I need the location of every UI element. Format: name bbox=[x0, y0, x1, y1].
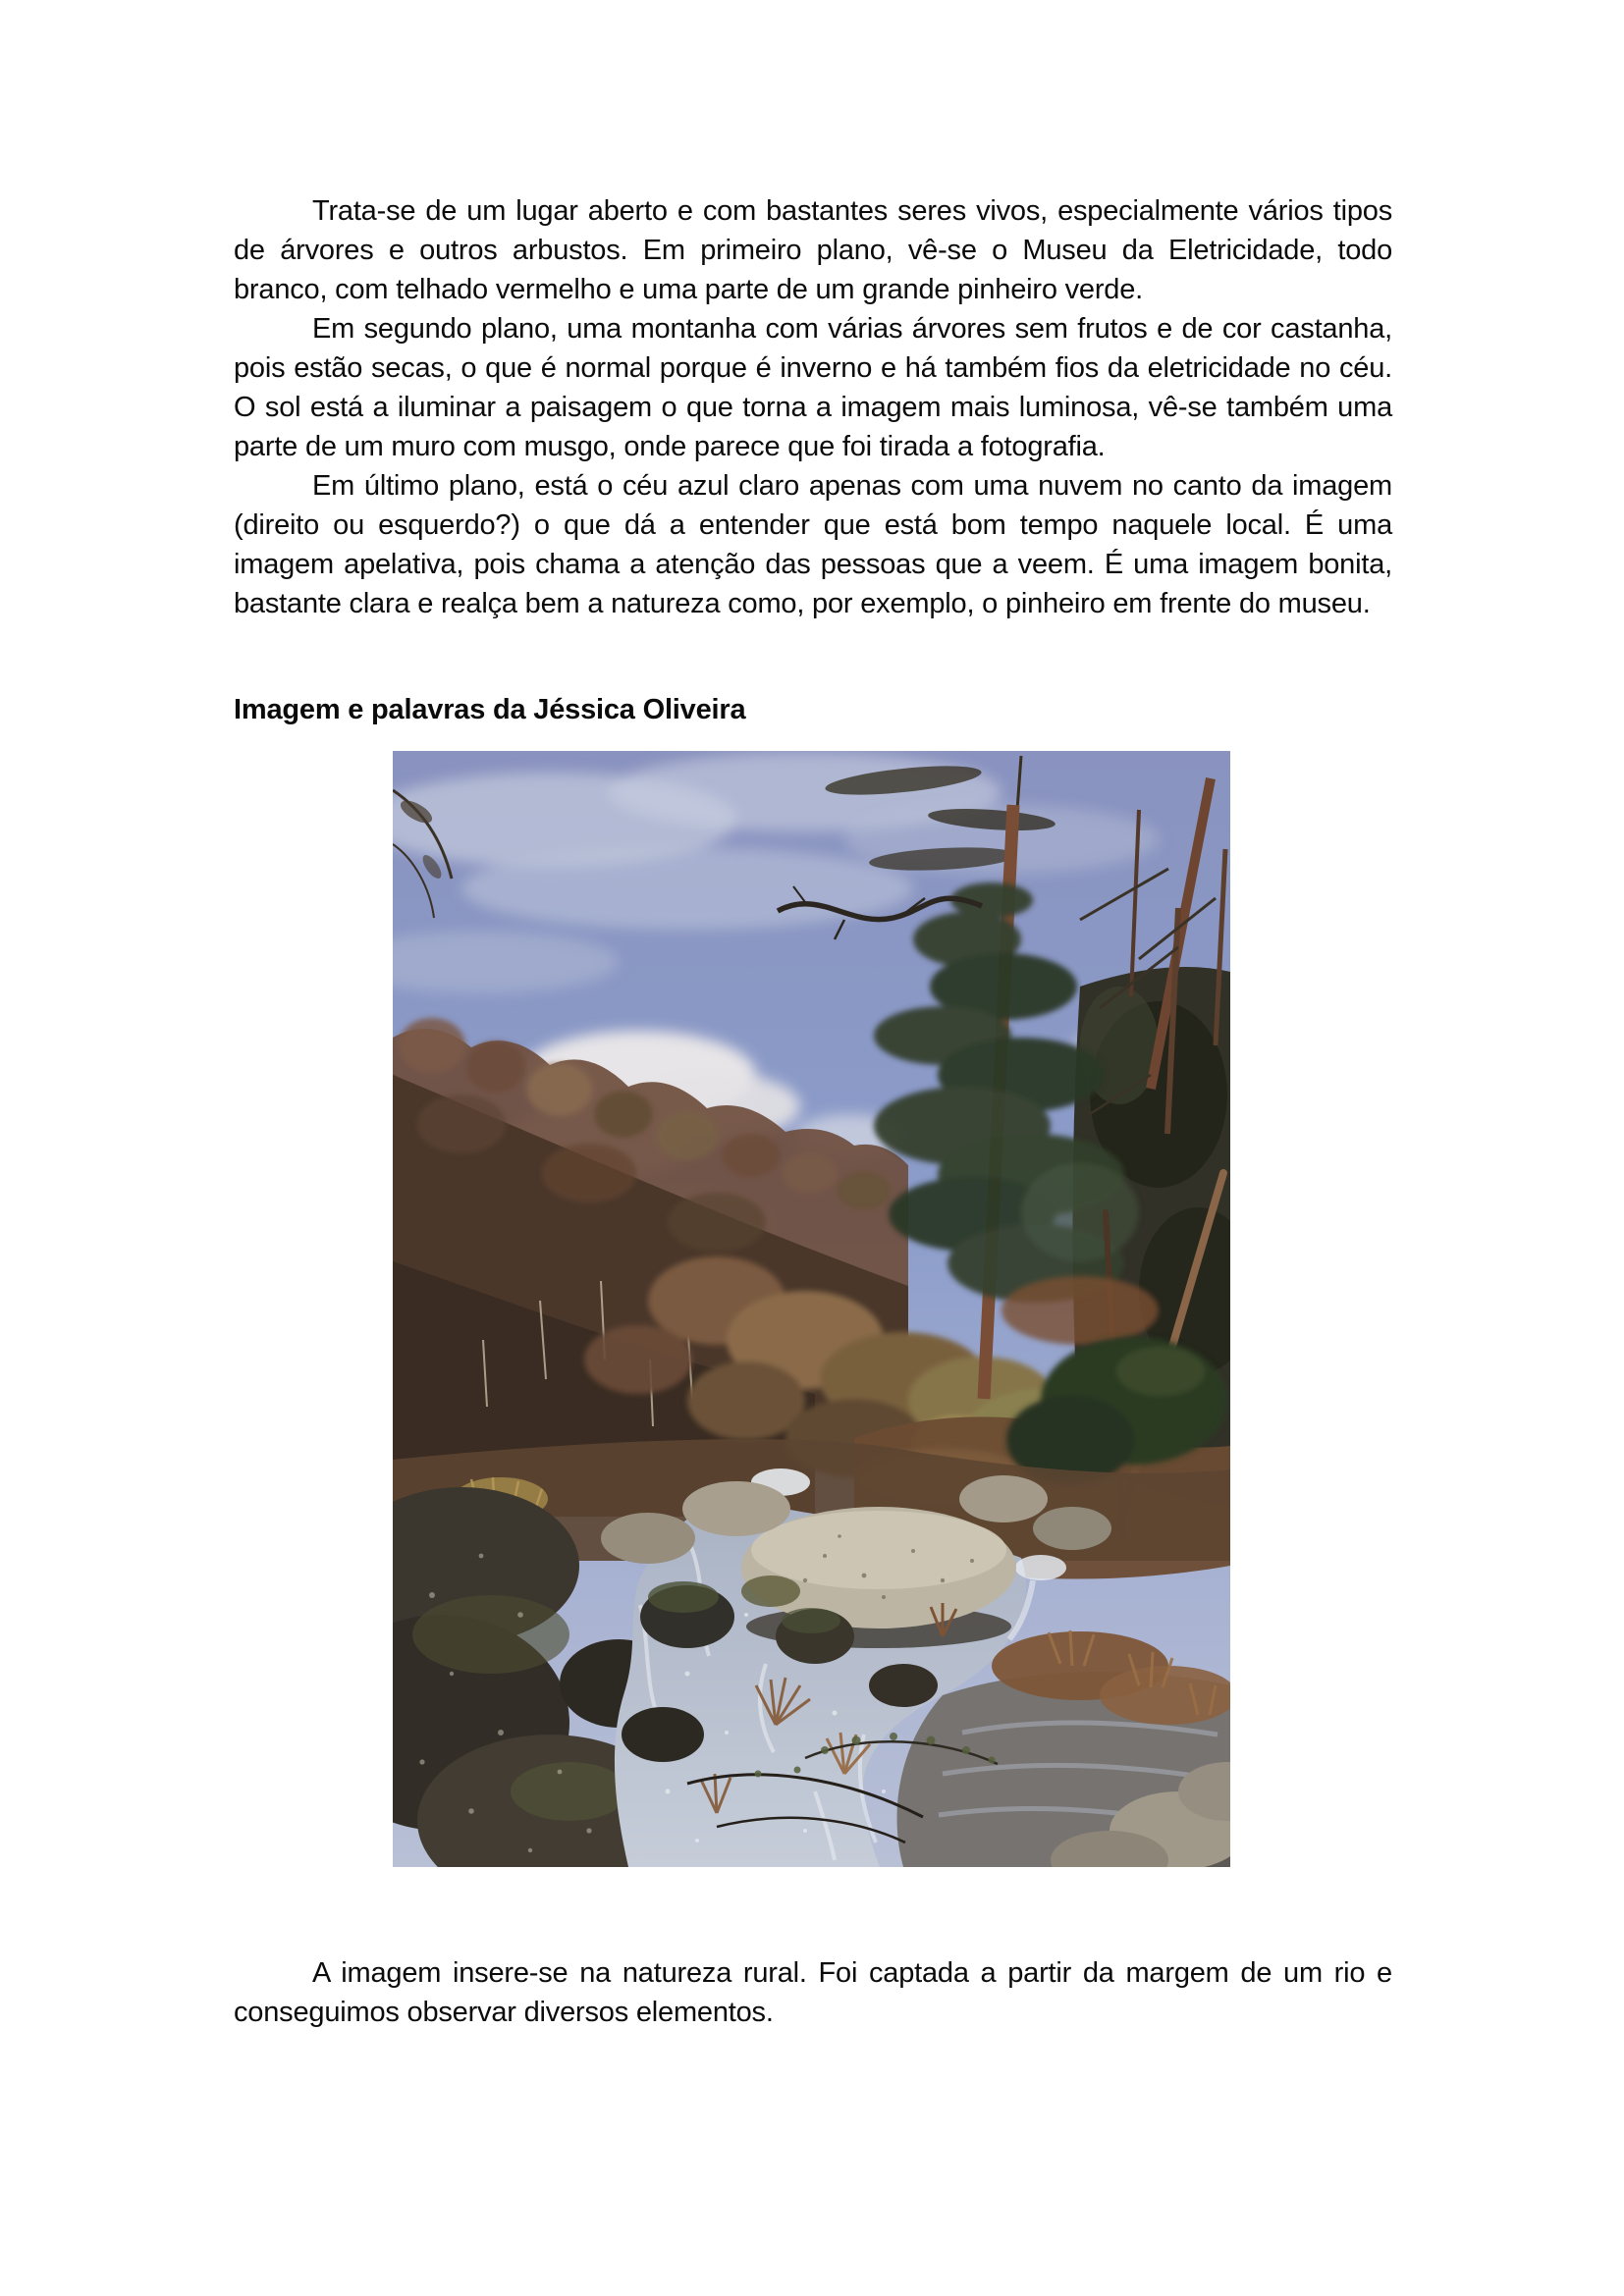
section-heading: Imagem e palavras da Jéssica Oliveira bbox=[234, 694, 746, 725]
body-paragraph: Trata-se de um lugar aberto e com bastantes seres vivos, especialmente vários tipos de árvores e outros arbustos. Em primeiro plano, vê-se o Museu da Eletricidade, todo branco, com telhado vermelho e uma parte de um grande pinheiro verde. bbox=[234, 195, 1392, 305]
body-paragraph: Em segundo plano, uma montanha com várias árvores sem frutos e de cor castanha, pois estão secas, o que é normal porque é inverno e há também fios da eletricidade no céu. O sol está a iluminar a paisagem o que torna a imagem mais luminosa, vê-se também uma parte de um muro com musgo, onde parece que foi tirada a fotografia. bbox=[234, 313, 1392, 462]
photo-illustration bbox=[393, 751, 1230, 1867]
closing-paragraph: A imagem insere-se na natureza rural. Foi captada a partir da margem de um rio e conseguimos observar diversos elementos. bbox=[234, 1957, 1392, 2028]
body-paragraph: Em último plano, está o céu azul claro apenas com uma nuvem no canto da imagem (direito ou esquerdo?) o que dá a entender que está bom tempo naquele local. É uma imagem apelativa, pois chama a atenção das pessoas que a veem. É uma imagem bonita, bastante clara e realça bem a natureza como, por exemplo, o pinheiro em frente do museu. bbox=[234, 470, 1392, 619]
photo-river-forest bbox=[393, 751, 1230, 1867]
intro-text-block bbox=[234, 191, 1392, 623]
closing-text-block bbox=[234, 1953, 1392, 2032]
